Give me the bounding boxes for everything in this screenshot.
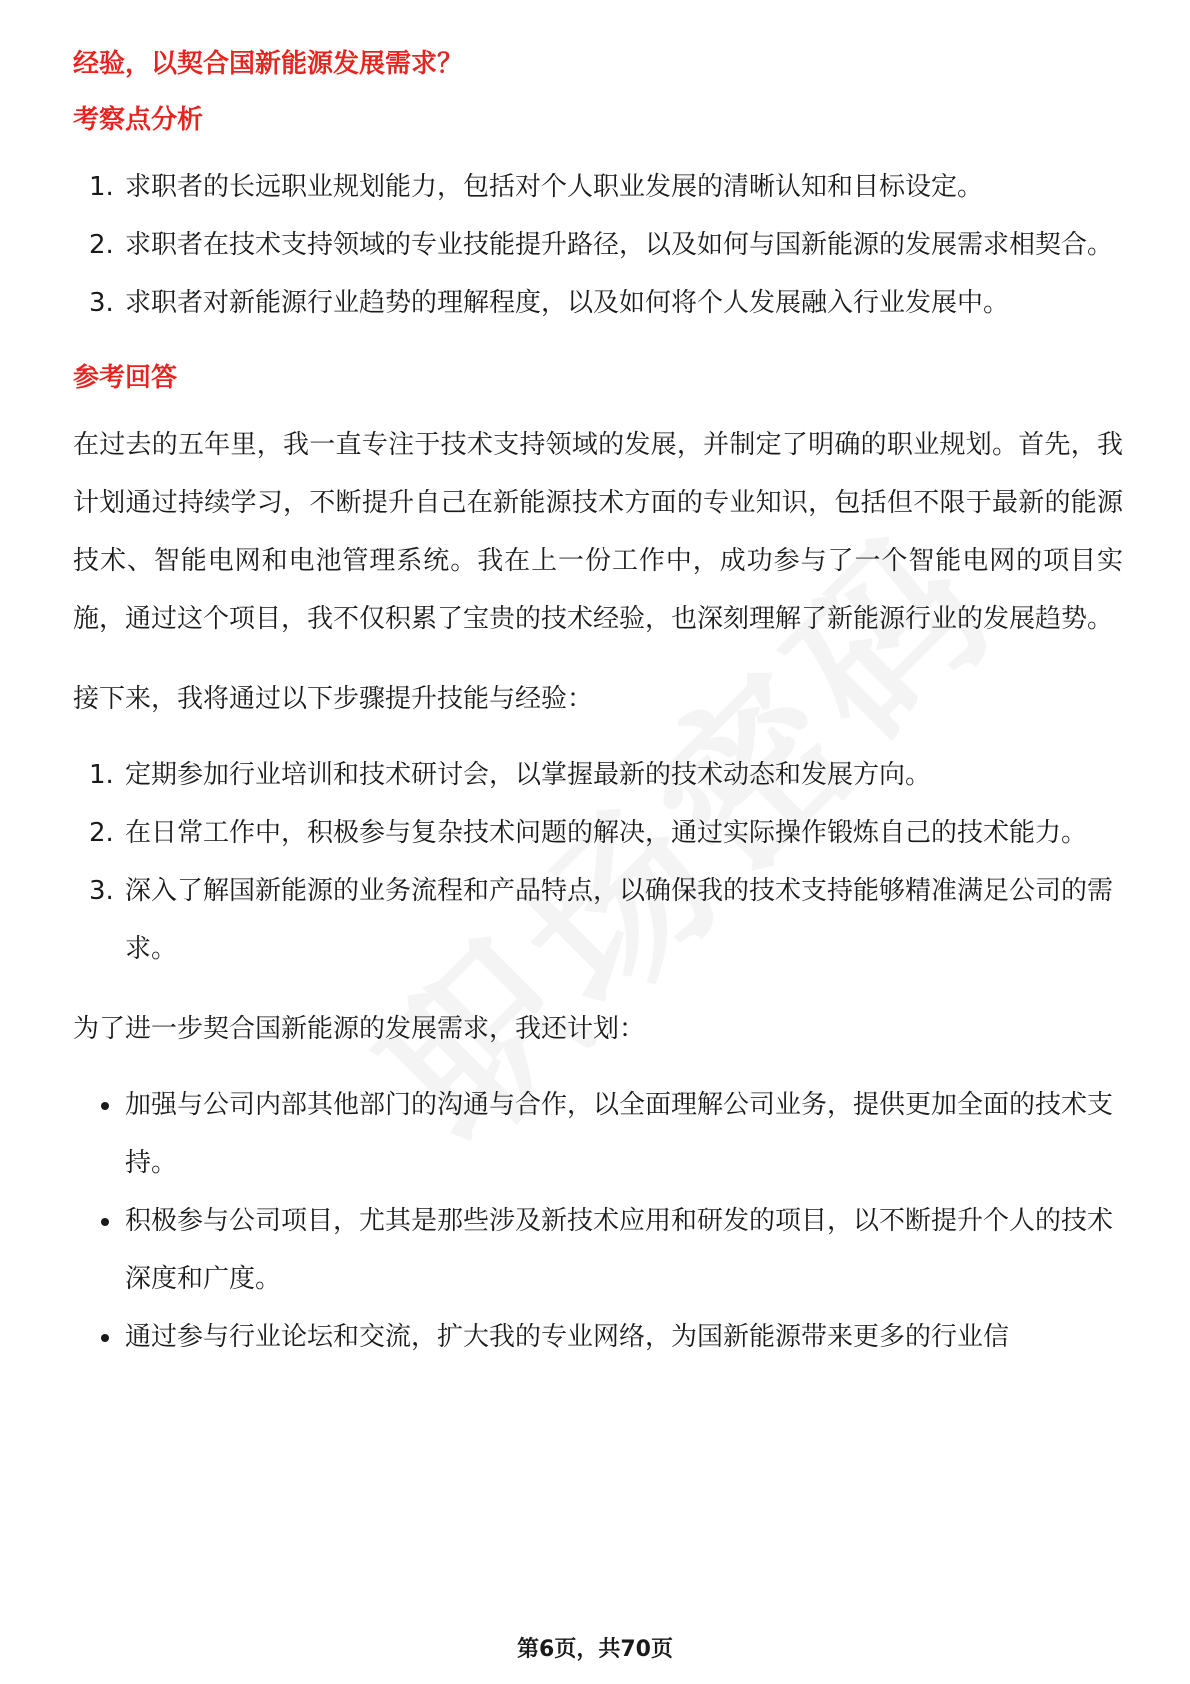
list-number: 3. [89, 288, 114, 318]
list-item [73, 216, 1123, 274]
list-item [73, 1076, 1123, 1192]
list-item [73, 1192, 1123, 1308]
list-item-text: 定期参加行业培训和技术研讨会，以掌握最新的技术动态和发展方向。 [125, 760, 932, 790]
answer-paragraph-3: 为了进一步契合国新能源的发展需求，我还计划： [73, 1014, 646, 1044]
list-item [73, 158, 1123, 216]
list-item-text: 在日常工作中，积极参与复杂技术问题的解决，通过实际操作锻炼自己的技术能力。 [125, 818, 1088, 848]
bullet-icon [101, 1102, 109, 1110]
list-item-text: 求职者对新能源行业趋势的理解程度，以及如何将个人发展融入行业发展中。 [125, 288, 1010, 318]
list-item [73, 862, 1123, 978]
list-number: 3. [89, 876, 114, 906]
list-item-text: 求职者在技术支持领域的专业技能提升路径，以及如何与国新能源的发展需求相契合。 [125, 230, 1114, 260]
bullet-icon [101, 1218, 109, 1226]
list-number: 1. [89, 172, 114, 202]
list-number: 1. [89, 760, 114, 790]
question-tail: 经验，以契合国新能源发展需求？ [73, 49, 464, 79]
answer-heading: 参考回答 [73, 363, 178, 393]
analysis-list [73, 158, 1123, 332]
list-number: 2. [89, 818, 114, 848]
list-item-text: 求职者的长远职业规划能力，包括对个人职业发展的清晰认知和目标设定。 [125, 172, 984, 202]
answer-paragraph-2: 接下来，我将通过以下步骤提升技能与经验： [73, 684, 594, 714]
list-item [73, 1308, 1123, 1366]
content [73, 46, 1123, 1366]
list-item [73, 274, 1123, 332]
list-item-text: 加强与公司内部其他部门的沟通与合作，以全面理解公司业务，提供更加全面的技术支持。 [125, 1090, 1114, 1178]
analysis-heading: 考察点分析 [73, 105, 204, 135]
list-item-text: 积极参与公司项目，尤其是那些涉及新技术应用和研发的项目，以不断提升个人的技术深度和广度。 [125, 1206, 1114, 1294]
steps-list [73, 746, 1123, 978]
page-footer: 第6页，共70页 [517, 1637, 673, 1662]
answer-paragraph-1: 在过去的五年里，我一直专注于技术支持领域的发展，并制定了明确的职业规划。首先，我计划通过持续学习，不断提升自己在新能源技术方面的专业知识，包括但不限于最新的能源技术、智能电网和电池管理系统。我在上一份工作中，成功参与了一个智能电网的项目实施，通过这个项目，我不仅积累了宝贵的技术经验，也深刻理解了新能源行业的发展趋势。 [73, 430, 1123, 634]
list-number: 2. [89, 230, 114, 260]
list-item-text: 通过参与行业论坛和交流，扩大我的专业网络，为国新能源带来更多的行业信 [125, 1322, 1010, 1352]
bullet-icon [101, 1334, 109, 1342]
list-item [73, 746, 1123, 804]
list-item [73, 804, 1123, 862]
plans-list [73, 1076, 1123, 1366]
list-item-text: 深入了解国新能源的业务流程和产品特点，以确保我的技术支持能够精准满足公司的需求。 [125, 876, 1114, 964]
